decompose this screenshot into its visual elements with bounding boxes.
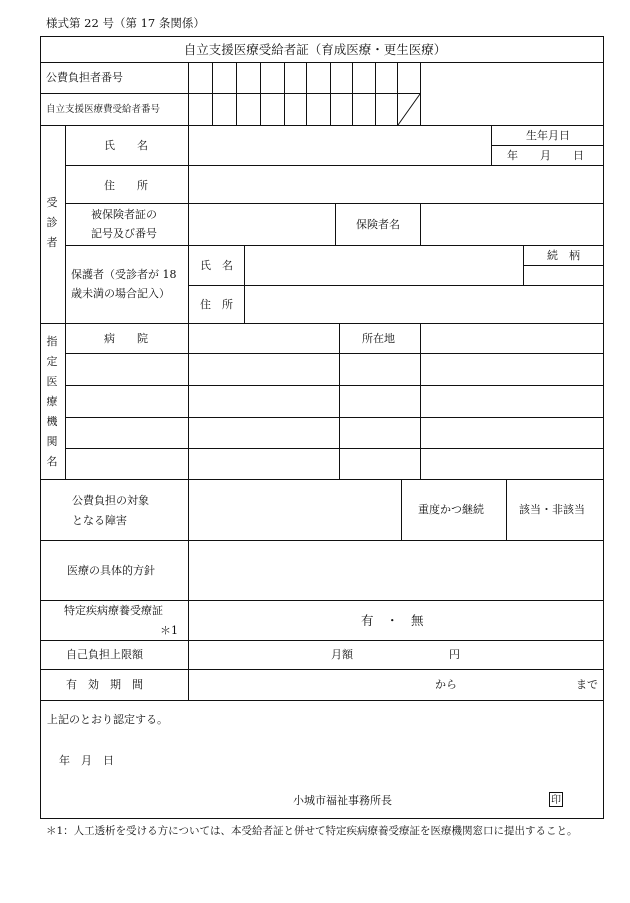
- yen-label: 円: [449, 648, 460, 661]
- relationship-label: 続 柄: [547, 249, 580, 262]
- certify-text: 上記のとおり認定する。: [47, 713, 168, 726]
- rule: [188, 323, 189, 479]
- rule: [188, 62, 189, 125]
- recipient-number-label: 自立支援医療費受給者番号: [46, 104, 161, 115]
- form-number-note: 様式第 22 号（第 17 条関係）: [46, 16, 205, 30]
- rule: [306, 62, 307, 125]
- disability-label-line2: となる障害: [72, 514, 127, 527]
- location-label: 所在地: [362, 332, 395, 345]
- rule: [40, 669, 604, 670]
- guardian-address-label: 住 所: [200, 298, 233, 311]
- rule: [284, 62, 285, 125]
- from-label: から: [435, 678, 457, 691]
- patient-section-label: 受診者: [46, 196, 58, 249]
- presence-choice: 有 ・ 無: [361, 613, 424, 628]
- rule: [420, 323, 421, 479]
- institution-section-label: 指定医療機関名: [46, 335, 58, 468]
- date-ymd: 年 月 日: [59, 754, 114, 767]
- rule: [335, 203, 336, 245]
- rule: [40, 93, 420, 94]
- treatment-policy-label: 医療の具体的方針: [67, 564, 155, 577]
- rule: [65, 417, 604, 418]
- insurance-card-label-line2: 記号及び番号: [91, 227, 157, 240]
- rule: [401, 479, 402, 540]
- rule: [491, 145, 604, 146]
- rule: [189, 285, 604, 286]
- rule: [339, 323, 340, 479]
- rule: [40, 479, 604, 480]
- copay-limit-label: 自己負担上限額: [66, 648, 143, 661]
- rule: [40, 323, 604, 324]
- rule: [188, 125, 189, 245]
- rule: [244, 245, 245, 323]
- issuer-name: 小城市福祉事務所長: [293, 794, 392, 807]
- monthly-label: 月額: [331, 648, 353, 661]
- guardian-label-line1: 保護者（受診者が 18: [71, 268, 177, 281]
- rule: [65, 353, 604, 354]
- rule: [506, 479, 507, 540]
- rule: [212, 62, 213, 125]
- form-title: 自立支援医療受給者証（育成医療・更生医療）: [183, 42, 447, 57]
- rule: [236, 62, 237, 125]
- rule: [40, 62, 604, 63]
- rule: [260, 62, 261, 125]
- rule: [523, 265, 604, 266]
- birth-date-ymd: 年 月 日: [507, 149, 584, 162]
- rule: [352, 62, 353, 125]
- rule: [65, 125, 66, 323]
- address-label: 住 所: [104, 179, 148, 192]
- rule: [40, 600, 604, 601]
- rule: [65, 165, 604, 166]
- rule: [40, 640, 604, 641]
- note-mark: ＊1: [160, 624, 178, 637]
- seal-box: 印: [549, 792, 563, 807]
- rule: [491, 125, 492, 165]
- diagonal-slash: [397, 93, 421, 126]
- rule: [65, 448, 604, 449]
- hospital-label: 病 院: [104, 332, 148, 345]
- insurance-card-label-line1: 被保険者証の: [91, 208, 157, 221]
- guardian-name-label: 氏 名: [200, 259, 233, 272]
- name-label: 氏 名: [104, 139, 148, 152]
- rule: [420, 203, 421, 245]
- footnote: ＊1：人工透析を受ける方については、本受給者証と併せて特定疾病療養受療証を医療機関窓口に提出すること。: [46, 825, 578, 837]
- rule: [188, 479, 189, 700]
- until-label: まで: [576, 678, 598, 691]
- rule: [65, 323, 66, 479]
- rule: [40, 700, 604, 701]
- applicable-choice: 該当・非該当: [519, 503, 585, 516]
- birth-date-label: 生年月日: [526, 129, 570, 142]
- guardian-label-line2: 歳未満の場合記入）: [71, 287, 170, 300]
- rule: [375, 62, 376, 125]
- severe-continuous-label: 重度かつ継続: [418, 503, 484, 516]
- rule: [188, 245, 189, 323]
- rule: [40, 125, 604, 126]
- rule: [40, 540, 604, 541]
- insurer-name-label: 保険者名: [356, 218, 400, 231]
- rule: [330, 62, 331, 125]
- disability-label-line1: 公費負担の対象: [72, 494, 149, 507]
- public-burden-number-label: 公費負担者番号: [46, 71, 123, 84]
- specific-disease-cert-label: 特定疾病療養受療証: [64, 604, 163, 617]
- rule: [65, 385, 604, 386]
- validity-label: 有 効 期 間: [66, 678, 143, 691]
- rule: [523, 245, 524, 285]
